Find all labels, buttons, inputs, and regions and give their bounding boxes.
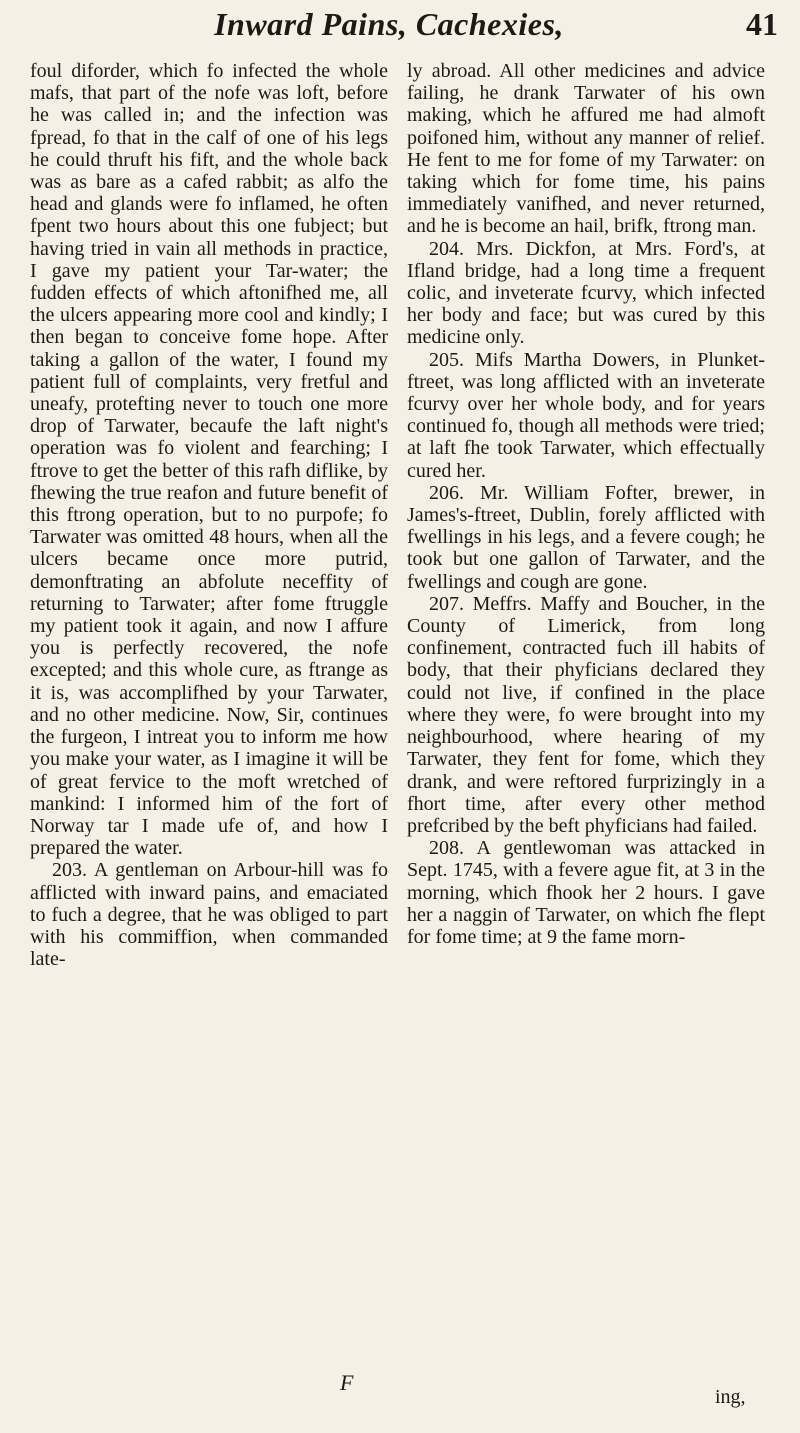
paragraph: 203. A gentleman on Arbour-hill was fo afflicted with inward pains, and emaciated to fuch a degree, that he was obliged to part with his commiffion, when commanded late- <box>30 859 388 971</box>
catchword: ing, <box>715 1386 746 1408</box>
paragraph: 205. Mifs Martha Dowers, in Plunket-ftreet, was long afflicted with an inveterate fcurvy over her whole body, and for years continued fo, though all methods were tried; at laft fhe took Tarwater, which effectually cured her. <box>407 348 765 482</box>
paragraph: 208. A gentlewoman was attacked in Sept. 1745, with a fevere ague fit, at 3 in the morning, which fhook her 2 hours. I gave her a naggin of Tarwater, on which fhe flept for fome time; at 9 the fame morn- <box>407 837 765 948</box>
running-head: Inward Pains, Cachexies, <box>214 6 564 42</box>
paragraph: 207. Meffrs. Maffy and Boucher, in the County of Limerick, from long confinement, contracted fuch ill habits of body, that their phyficians declared they could not live, if confined in the place where they were, fo were brought into my neighbourhood, where hearing of my Tarwater, they fent for fome, which they drank, and were reftored furprizingly in a fhort time, after every other method prefcribed by the beft phyficians had failed. <box>407 592 765 837</box>
paragraph: foul diforder, which fo infected the whole mafs, that part of the nofe was loft, before he was called in; and the infection was fpread, fo that in the calf of one of his legs he could thruft his fift, and the whole back was as bare as a cafed rabbit; as alfo the head and glands were fo inflamed, he often fpent two hours about this one fubject; but having tried in vain all methods in practice, I gave my patient your Tar-water; the fudden effects of which aftonifhed me, all the ulcers appearing more cool and kindly; I then began to conceive fome hope. After taking a gallon of the water, I found my patient full of complaints, very fretful and uneafy, protefting never to touch one more drop of Tarwater, becaufe the laft night's operation was fo violent and fearching; I ftrove to get the better of this rafh diflike, by fhewing the true reafon and future benefit of this ftrong operation, but to no purpofe; fo Tarwater was omitted 48 hours, when all the ulcers became once more putrid, demonftrating an abfolute neceffity of returning to Tarwater; after fome ftruggle my patient took it again, and now I affure you is perfectly recovered, the nofe excepted; and this whole cure, as ftrange as it is, was accomplifhed by your Tarwater, and no other medicine. Now, Sir, continues the furgeon, I intreat you to inform me how you make your water, as I imagine it will be of great fervice to the moft wretched of mankind: I informed him of the fort of Norway tar I made ufe of, and how I prepared the water. <box>30 60 388 860</box>
page-number: 41 <box>746 6 778 42</box>
paragraph: ly abroad. All other medicines and advice failing, he drank Tarwater of his own making, which he affured me had almoft poifoned him, without any manner of relief. He fent to me for fome of my Tarwater: on taking which for fome time, his pains immediately vanifhed, and never returned, and he is become an hail, brifk, ftrong man. <box>407 60 765 238</box>
page-header <box>70 6 778 66</box>
paragraph: 206. Mr. William Fofter, brewer, in James's-ftreet, Dublin, forely afflicted with fwellings in his legs, and a fevere cough; he took but one gallon of Tarwater, and the fwellings and cough are gone. <box>407 481 765 593</box>
signature-mark: F <box>340 1370 354 1395</box>
right-column <box>407 60 765 948</box>
left-column <box>30 60 388 970</box>
paragraph: 204. Mrs. Dickfon, at Mrs. Ford's, at Ifland bridge, had a long time a frequent colic, and inveterate fcurvy, which infected her body and face; but was cured by this medicine only. <box>407 237 765 349</box>
